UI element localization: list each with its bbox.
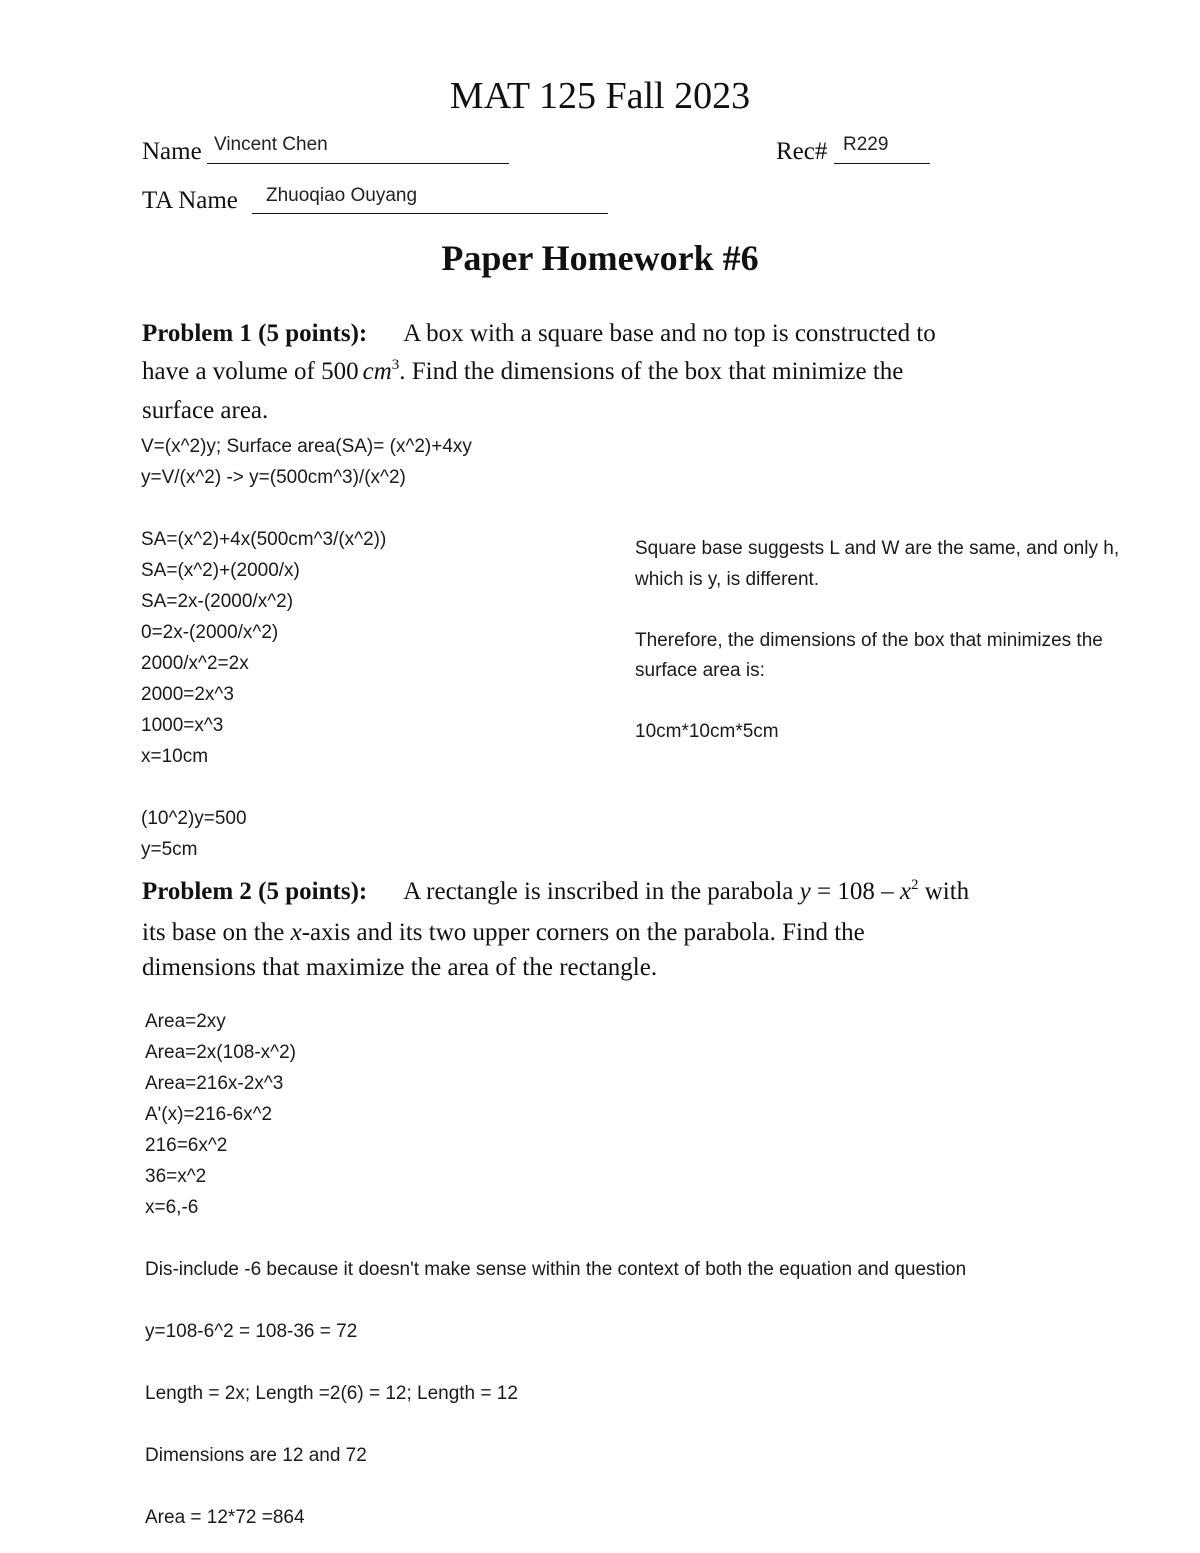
- volume-unit: cm: [362, 358, 392, 385]
- work-line: SA=(x^2)+4x(500cm^3/(x^2)): [141, 529, 387, 550]
- work-gap: [141, 493, 472, 524]
- problem2-work[interactable]: [145, 1006, 966, 1533]
- ta-name-value[interactable]: Zhuoqiao Ouyang: [266, 185, 418, 206]
- note-line: which is y, is different.: [635, 568, 820, 590]
- work-line: 1000=x^3: [141, 715, 224, 736]
- equation-x: x: [899, 878, 911, 905]
- work-gap: [145, 1471, 966, 1502]
- work-line: 2000/x^2=2x: [141, 653, 249, 674]
- equation-middle: = 108 –: [810, 878, 900, 905]
- work-line: SA=(x^2)+(2000/x): [141, 560, 300, 581]
- note-line: Therefore, the dimensions of the box that minimizes the: [635, 629, 1103, 651]
- problem1-statement-line3: surface area.: [142, 397, 269, 424]
- problem1-work[interactable]: [141, 431, 472, 865]
- problem2-statement-line1: Problem 2 (5 points): A rectangle is inscribed in the parabola $y = 108 - x^2$ with: [142, 877, 970, 905]
- work-gap: [145, 1409, 966, 1440]
- work-gap: [141, 772, 472, 803]
- work-line: V=(x^2)y; Surface area(SA)= (x^2)+4xy: [141, 436, 472, 457]
- work-line: Dis-include -6 because it doesn't make sense within the context of both the equation and question: [145, 1259, 967, 1280]
- problem1-statement-line2: have a volume of 500 $cm^3$. Find the dimensions of the box that minimize the: [142, 357, 904, 385]
- problem1-statement-line1: [142, 320, 936, 348]
- work-line: Length = 2x; Length =2(6) = 12; Length = 12: [145, 1383, 518, 1404]
- rec-field-line[interactable]: [834, 163, 930, 164]
- work-line: x=10cm: [141, 746, 209, 767]
- work-line: A'(x)=216-6x^2: [145, 1104, 273, 1125]
- work-line: 0=2x-(2000/x^2): [141, 622, 279, 643]
- work-line: Dimensions are 12 and 72: [145, 1445, 367, 1466]
- equation-exponent: 2: [910, 877, 919, 893]
- note-line: Square base suggests L and W are the same, and only h,: [635, 538, 1120, 559]
- work-gap: [145, 1285, 966, 1316]
- work-line: Area=2x(108-x^2): [145, 1042, 296, 1063]
- assignment-title: Paper Homework #6: [441, 238, 759, 278]
- problem1-label: Problem 1 (5 points):: [142, 320, 368, 347]
- work-line: 2000=2x^3: [141, 684, 234, 705]
- name-label: Name: [142, 138, 202, 165]
- volume-value: 500: [321, 358, 359, 385]
- note-gap: [635, 687, 1165, 718]
- work-line: Area=216x-2x^3: [145, 1073, 284, 1094]
- note-gap: [635, 595, 1165, 626]
- work-line: y=5cm: [141, 839, 198, 860]
- ta-name-label: TA Name: [142, 187, 238, 214]
- work-line: 36=x^2: [145, 1166, 207, 1187]
- problem2-label: Problem 2 (5 points):: [142, 878, 368, 905]
- problem1-text-line1: A box with a square base and no top is constructed to: [403, 320, 936, 347]
- rec-value[interactable]: R229: [843, 134, 889, 155]
- name-field-line[interactable]: [207, 163, 509, 164]
- work-line: x=6,-6: [145, 1197, 199, 1218]
- equation-y: y: [799, 878, 811, 905]
- name-value[interactable]: Vincent Chen: [214, 134, 328, 155]
- work-line: SA=2x-(2000/x^2): [141, 591, 294, 612]
- work-line: (10^2)y=500: [141, 808, 247, 829]
- final-answer: Area = 12*72 =864: [145, 1507, 305, 1528]
- work-line: 216=6x^2: [145, 1135, 228, 1156]
- problem2-statement-line3: dimensions that maximize the area of the rectangle.: [142, 954, 658, 981]
- volume-exponent: 3: [391, 357, 400, 373]
- final-answer: 10cm*10cm*5cm: [635, 721, 779, 742]
- work-line: Area=2xy: [145, 1011, 226, 1032]
- problem1-notes[interactable]: [635, 534, 1165, 748]
- note-line: surface area is:: [635, 660, 765, 681]
- problem2-statement-line2: its base on the x-axis and its two upper corners on the parabola. Find the: [142, 919, 865, 946]
- work-gap: [145, 1347, 966, 1378]
- rec-label: Rec#: [776, 138, 828, 165]
- work-line: y=V/(x^2) -> y=(500cm^3)/(x^2): [141, 467, 406, 488]
- work-gap: [145, 1223, 966, 1254]
- work-line: y=108-6^2 = 108-36 = 72: [145, 1321, 358, 1342]
- x-axis-variable: x: [290, 919, 302, 946]
- course-title: MAT 125 Fall 2023: [449, 75, 751, 117]
- ta-name-field-line[interactable]: [252, 213, 608, 214]
